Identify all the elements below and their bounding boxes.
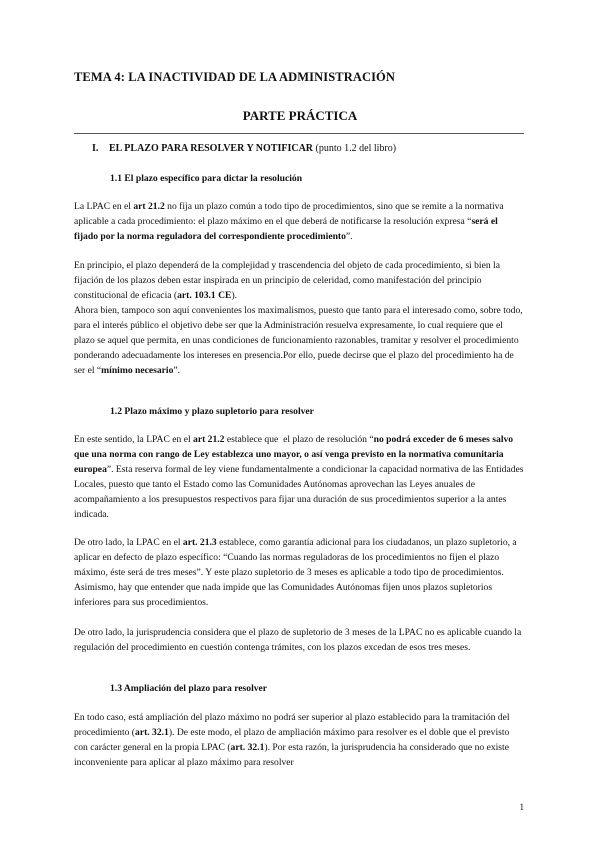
paragraph-2: En principio, el plazo dependerá de la complejidad y trascendencia del objeto de cada procedimiento, si bien la fijación de los plazos deben estar inspirada en un principio de celeridad, como manifestación del principio constitucional de eficacia (art. 103.1 CE). Ahora bien, tampoco son aquí convenientes los maximalismos, puesto que tanto para el interesado como, sobre todo, para el interés público el objetivo debe ser que la Administración resuelva expresamente, lo cual requiere que el plazo se aquel que permita, en unas condiciones de funcionamiento razonables, tramitar y resolver el procedimiento ponderando adecuadamente los intereses en presencia.Por ello, puede decirse que el plazo del procedimiento ha de ser el “mínimo necesario”. xyxy=(74,260,523,376)
paragraph-5: De otro lado, la jurisprudencia considera que el plazo de supletorio de 3 meses de la LPAC no es aplicable cuando la regulación del procedimiento en cuestión contenga trámites, con los plazos excedan de esos tres meses. xyxy=(74,627,522,653)
section-heading xyxy=(92,143,396,154)
subsection-heading-1-1: 1.1 El plazo específico para dictar la resolución xyxy=(110,173,303,184)
subsection-heading-1-2: 1.2 Plazo máximo y plazo supletorio para resolver xyxy=(110,406,314,417)
section-number: I. xyxy=(92,143,99,154)
header-divider xyxy=(74,133,524,134)
page-number: 1 xyxy=(519,802,524,812)
section-note: (punto 1.2 del libro) xyxy=(313,143,397,154)
paragraph-6: En todo caso, está ampliación del plazo máximo no podrá ser superior al plazo establecido para la tramitación del procedimiento (art. 32.1). De este modo, el plazo de ampliación máximo para resolver es el doble que el previsto con carácter general en la propia LPAC (art. 32.1). Por esta razón, la jurisprudencia ha considerado que no existe inconveniente para aplicar al plazo máximo para resolver xyxy=(74,712,510,768)
document-title: TEMA 4: LA INACTIVIDAD DE LA ADMINISTRACIÓN xyxy=(74,70,396,84)
paragraph-4: De otro lado, la LPAC en el art. 21.3 establece, como garantía adicional para los ciudadanos, un plazo supletorio, a aplicar en defecto de plazo específico: “Cuando las normas reguladoras de los procedimientos no fijen el plazo máximo, éste será de tres meses”. Y este plazo supletorio de 3 meses es aplicable a todo tipo de procedimientos. Asimismo, hay que entender que nada impide que las Comunidades Autónomas fijen unos plazos supletorios inferiores para sus procedimientos. xyxy=(74,537,517,608)
section-title: EL PLAZO PARA RESOLVER Y NOTIFICAR xyxy=(109,143,314,154)
paragraph-1: La LPAC en el art 21.2 no fija un plazo común a todo tipo de procedimientos, sino que se remite a la normativa aplicable a cada procedimiento: el plazo máximo en el que deberá de notificarse la resolución expresa “será el fijado por la norma reguladora del correspondiente procedimiento”. xyxy=(74,201,504,242)
paragraph-3: En este sentido, la LPAC en el art 21.2 establece que el plazo de resolución “no podrá exceder de 6 meses salvo que una norma con rango de Ley establezca uno mayor, o así venga previsto en la normativa comunitaria europea”. Esta reserva formal de ley viene fundamentalmente a condicionar la capacidad normativa de las Entidades Locales, puesto que tanto el Estado como las Comunidades Autónomas aprovechan las Leyes anuales de acompañamiento a los presupuestos respectivos para fijar una duración de sus procedimientos superior a la antes indicada. xyxy=(74,434,524,520)
subsection-heading-1-3: 1.3 Ampliación del plazo para resolver xyxy=(110,683,268,694)
document-subtitle: PARTE PRÁCTICA xyxy=(242,108,358,123)
